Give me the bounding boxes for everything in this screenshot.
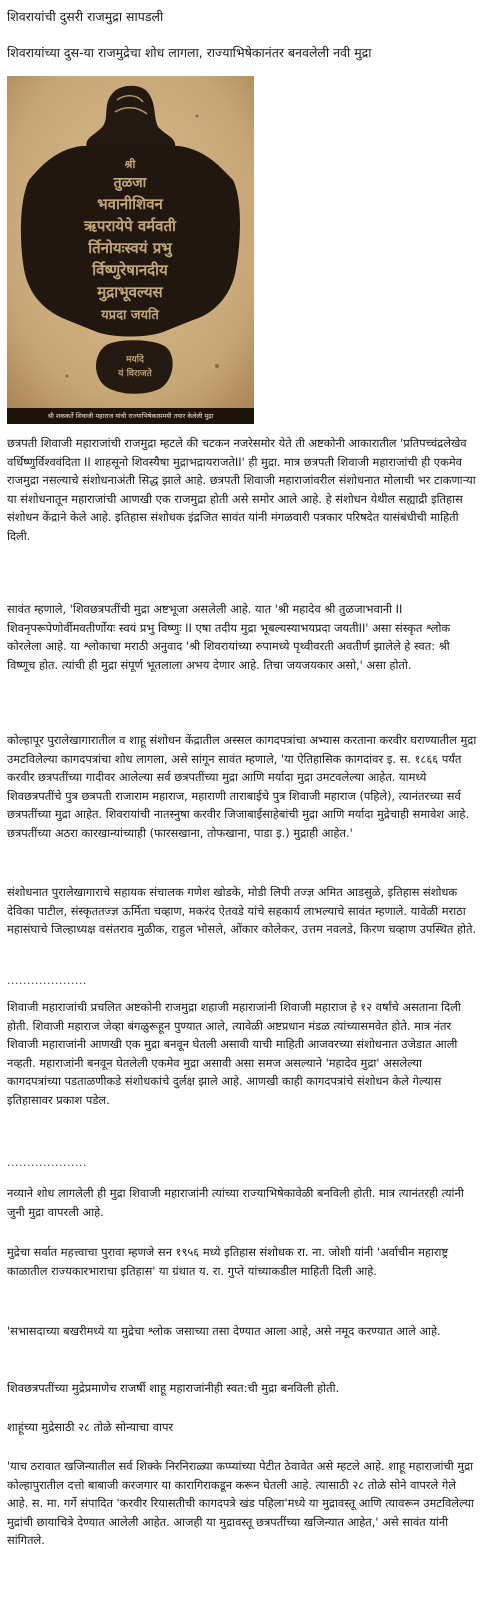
svg-text:भवानीशिवन: भवानीशिवन <box>97 195 163 213</box>
svg-text:मर्यादे: मर्यादे <box>126 355 144 365</box>
paragraph: छत्रपती शिवाजी महाराजांची राजमुद्रा म्हटले की चटकन नजरेसमोर येते ती अष्टकोनी आकारातील 'प्रतिपच्चंद्रलेखेव वर्धिष्णुर्विश्ववंदिता II शाहसूनो शिवस्यैषा मुद्राभद्रायराजतेII' ही मुद्रा. मात्र छत्रपती शिवाजी महाराजांची ही एकमेव राजमुद्रा नसल्याचे संशोधनाअंती सिद्ध झाले आहे. छत्रपती शिवाजी महाराजांवरील संशोधनात मोलाची भर टाकणाऱ्या या संशोधनातून महाराजांची आणखी एक राजमुद्रा होती असे समोर आले आहे. हे संशोधन येथील सह्याद्री इतिहास संशोधन केंद्राने केले आहे. इतिहास संशोधक इंद्रजित सावंत यांनी मंगळवारी पत्रकार परिषदेत यासंबंधीची माहिती दिली. <box>7 436 476 543</box>
section-divider: .................... <box>7 1156 87 1169</box>
seal-photo <box>7 76 254 408</box>
svg-text:मुद्राभूवल्यस: मुद्राभूवल्यस <box>97 283 163 301</box>
paragraph: सावंत म्हणाले, 'शिवछत्रपतींची मुद्रा अष्टभूजा असलेली आहे. यात 'श्री महादेव श्री तुळजाभवानी II शिवनृपरूपेणोर्वीमवतीर्णोयः स्वयं प्रभु विष्णुः II एषा तदीय मुद्रा भूबल्यस्याभयप्रदा जयतीII' असा संस्कृत श्लोक कोरलेला आहे. या श्लोकाचा मराठी अनुवाद 'श्री शिवरायांच्या रुपामध्ये पृथ्वीवरती अवतीर्ण झालेले हे स्वत: श्री विष्णूच होत. त्यांची ही मुद्रा संपूर्ण भूतलाला अभय देणार आहे. तिचा जयजयकार असो,' असा होतो. <box>7 602 451 672</box>
article-subtitle: शिवरायांच्या दुस-या राजमुद्रेचा शोध लागला, राज्याभिषेकानंतर बनवलेली नवी मुद्रा <box>7 45 372 60</box>
section-subheading: शाहूंच्या मुद्रेसाठी २८ तोळे सोन्याचा वापर <box>7 1420 174 1434</box>
seal-ornament-bottom <box>96 340 173 394</box>
paragraph: शिवाजी महाराजांची प्रचलित अष्टकोनी राजमुद्रा शहाजी महाराजांनी शिवाजी महाराज हे १२ वर्षांचे असताना दिली होती. शिवाजी महाराज जेव्हा बंगळुरूहून पुण्यात आले, त्यावेळी अष्टप्रधान मंडळ त्यांच्यासमवेत होते. मात्र नंतर शिवाजी महाराजांनी आणखी एक मुद्रा बनवून घेतली असावी याची माहिती आजवरच्या संशोधनात उजेडात आली नव्हती. महाराजांनी बनवून घेतलेली एकमेव मुद्रा असावी असा समज असल्याने 'महादेव मुद्रा' असलेल्या कागदपत्रांच्या पडताळणीकडे संशोधकांचे दुर्लक्ष झाले आहे. आणखी काही कागदपत्रांचे संशोधन केले गेल्यास इतिहासावर प्रकाश पडेल. <box>7 1000 461 1107</box>
svg-text:यं विराजते: यं विराजते <box>118 369 152 379</box>
image-caption: श्री शककर्ते शिवाजी महाराज यांची राज्याभिषेकासमयी तयार केलेली मुद्रा <box>7 408 254 424</box>
article-title: शिवरायांची दुसरी राजमुद्रा सापडली <box>7 9 164 24</box>
svg-text:तुळजा: तुळजा <box>113 175 147 191</box>
svg-text:ऋपरायेपे वर्मवती: ऋपरायेपे वर्मवती <box>84 217 176 235</box>
paragraph: 'याच ठरावात खजिन्यातील सर्व शिक्के निरनिराळ्या कप्प्यांच्या पेटीत ठेवावेत असे म्हटले आहे. शाहू महाराजांची मुद्रा कोल्हापुरातील दत्तो बाबाजी करजगार या कारागिराकडून करून घेतली आहे. त्यासाठी २८ तोळे सोने वापरले गेले आहे. स. मा. गर्गे संपादित 'करवीर रियासतीची कागदपत्रे खंड पहिला'मध्ये या मुद्रावस्तू आणि त्यावरून उमटविलेल्या मुद्रांची छायाचित्रे देण्यात आलेली आहेत. आजही या मुद्रावस्तू छत्रपतींच्या खजिन्यात आहेत,' असे सावंत यांनी सांगितले. <box>7 1459 474 1548</box>
paragraph: मुद्रेचा सर्वात महत्त्वाचा पुरावा म्हणजे सन १९५६ मध्ये इतिहास संशोधक रा. ना. जोशी यांनी 'अर्वाचीन महाराष्ट्र काळातील राज्यकारभाराचा इतिहास' या ग्रंथात य. रा. गुप्ते यांच्याकडील माहिती दिली आहे. <box>7 1245 449 1278</box>
paragraph: नव्याने शोध लागलेली ही मुद्रा शिवाजी महाराजांनी त्यांच्या राज्याभिषेकावेळी बनविली होती. मात्र त्यानंतरही त्यांनी जुनी मुद्रा वापरली आहे. <box>7 1186 464 1219</box>
svg-text:श्री: श्री <box>124 158 136 171</box>
svg-text:र्विष्णुरेषानदीय: र्विष्णुरेषानदीय <box>92 261 168 279</box>
section-divider: .................... <box>7 974 87 987</box>
paragraph: संशोधनात पुरालेखागाराचे सहायक संचालक गणेश खोडके, मोडी लिपी तज्ज्ञ अमित आडसुळे, इतिहास संशोधक देविका पाटील, संस्कृततज्ज्ञ ऊर्मिता चव्हाण, मकरंद ऐतवडे यांचे सहकार्य लाभल्याचे सावंत म्हणाले. यावेळी मराठा महासंघाचे जिल्हाध्यक्ष वसंतराव मुळीक, राहुल भोसले, ओंकार कोलेकर, उत्तम नवलडे, किरण चव्हाण उपस्थित होते. <box>7 885 477 937</box>
paragraph: 'सभासदाच्या बखरीमध्ये या मुद्रेचा श्लोक जसाच्या तसा देण्यात आला आहे, असे नमूद करण्यात आले आहे. <box>7 1324 441 1338</box>
paragraph: शिवछत्रपतींच्या मुद्रेप्रमाणेच राजर्षी शाहू महाराजांनीही स्वत:ची मुद्रा बनविली होती. <box>7 1381 340 1395</box>
svg-text:यप्रदा जयति: यप्रदा जयति <box>101 308 159 323</box>
svg-text:र्तिनोयःस्वयं प्रभु: र्तिनोयःस्वयं प्रभु <box>88 239 172 257</box>
seal-figure <box>7 76 254 424</box>
paragraph: कोल्हापूर पुरालेखागारातील व शाहू संशोधन केंद्रातील अस्सल कागदपत्रांचा अभ्यास करताना करवीर घराण्यातील मुद्रा उमटविलेल्या कागदपत्रांचा शोध लागला, असे सांगून सावंत म्हणाले, 'या ऐतिहासिक कागदांवर इ. स. १८६६ पर्यंत करवीर छत्रपतींच्या गादीवर आलेल्या सर्व छत्रपतींच्या मुद्रा आणि मर्यादा मुद्रा उमटवलेल्या आहेत. यामध्ये शिवछत्रपतींचे पुत्र छत्रपती राजाराम महाराज, महाराणी ताराबाईचे पुत्र शिवाजी महाराज (पहिले), त्यानंतरच्या सर्व छत्रपतींच्या मुद्रा आहेत. शिवरायांची नातस्नुषा करवीर जिजाबाईसाहेबांची मुद्रा आणि मर्यादा मुद्रेचाही समावेश आहे. छत्रपतींच्या अठरा कारखान्यांच्याही (फारसखाना, तोफखाना, पाडा इ.) मुद्राही आहेत.' <box>7 733 477 840</box>
